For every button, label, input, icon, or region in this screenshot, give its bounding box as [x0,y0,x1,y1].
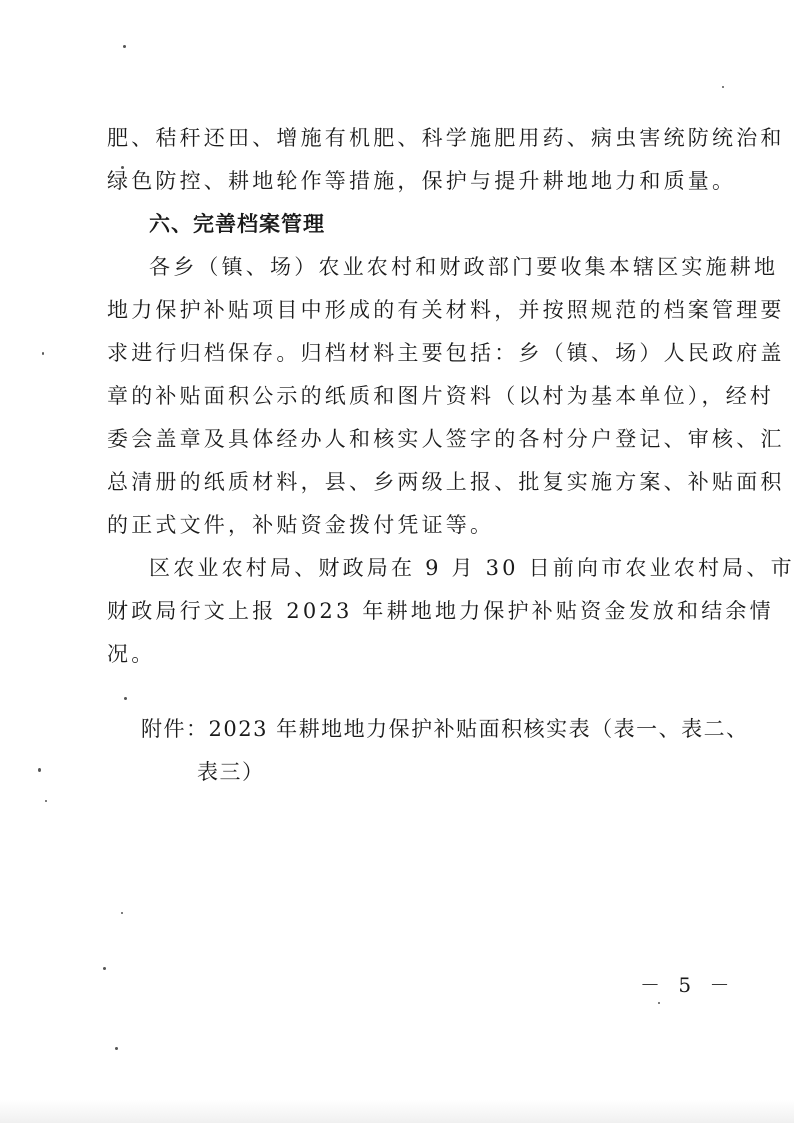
scan-speck [123,45,126,48]
scan-speck [121,912,123,914]
body-line: 的正式文件，补贴资金拨付凭证等。 [107,513,495,537]
scan-speck [42,352,44,355]
scan-speck [38,768,41,772]
page-number: － 5 － [640,973,736,997]
body-line: 委会盖章及具体经办人和核实人签字的各村分户登记、审核、汇 [107,427,785,451]
scan-speck [658,1002,660,1004]
body-line: 财政局行文上报 2023 年耕地地力保护补贴资金发放和结余情 [107,599,774,623]
body-line: 求进行归档保存。归档材料主要包括：乡（镇、场）人民政府盖 [107,341,785,365]
body-line: 绿色防控、耕地轮作等措施，保护与提升耕地地力和质量。 [107,169,737,193]
scan-speck [722,86,724,88]
attachment-line: 表三） [197,760,265,784]
body-line: 肥、秸秆还田、增施有机肥、科学施肥用药、病虫害统防统治和 [107,126,785,150]
body-line: 章的补贴面积公示的纸质和图片资料（以村为基本单位），经村 [107,384,775,408]
scan-speck [45,800,47,802]
attachment-line: 附件：2023 年耕地地力保护补贴面积核实表（表一、表二、 [141,717,749,741]
body-line: 况。 [107,642,156,666]
scan-speck [103,967,106,970]
body-line: 总清册的纸质材料，县、乡两级上报、批复实施方案、补贴面积 [107,470,785,494]
scan-bottom-shadow [0,1100,794,1123]
body-line: 地力保护补贴项目中形成的有关材料，并按照规范的档案管理要 [107,298,785,322]
body-line: 各乡（镇、场）农业农村和财政部门要收集本辖区实施耕地 [149,255,779,279]
body-line: 区农业农村局、财政局在 9 月 30 日前向市农业农村局、市 [149,556,795,580]
section-heading: 六、完善档案管理 [149,212,325,236]
scan-speck [121,166,124,169]
scan-speck [115,1047,118,1050]
scan-speck [124,697,127,700]
